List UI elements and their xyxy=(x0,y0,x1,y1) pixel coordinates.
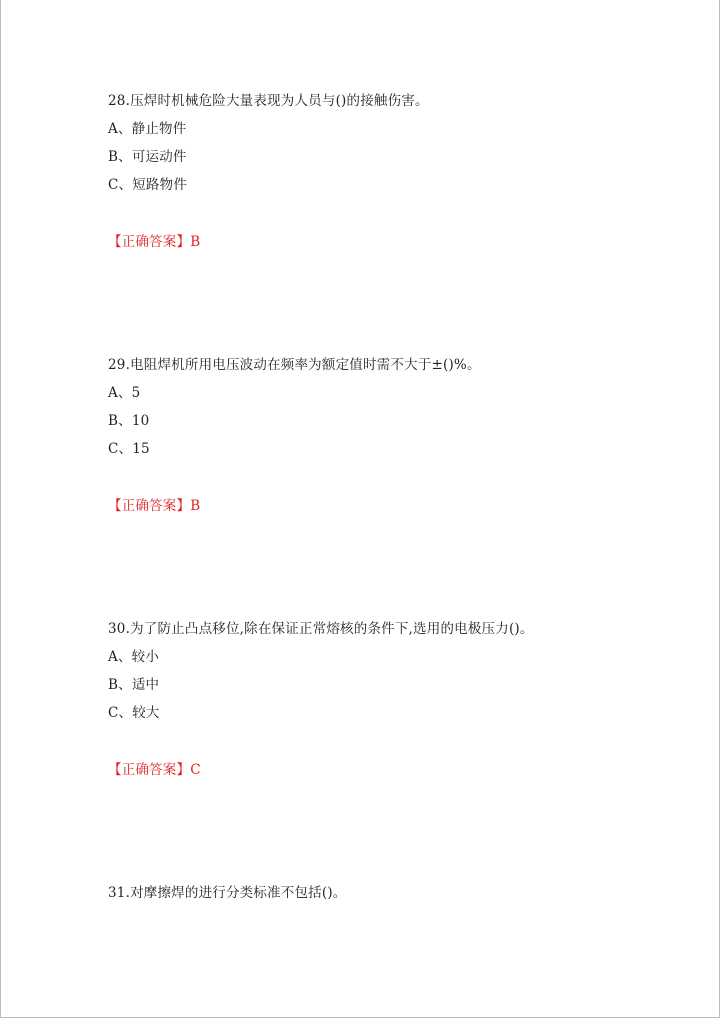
answer-value: B xyxy=(190,498,201,514)
question-29-option-c: C、15 xyxy=(108,441,150,457)
question-28-option-c: C、短路物件 xyxy=(108,177,188,193)
question-29-option-a: A、5 xyxy=(108,385,141,401)
question-28-option-a: A、静止物件 xyxy=(108,121,187,137)
question-31-text: 31.对摩擦焊的进行分类标准不包括()。 xyxy=(108,885,347,901)
answer-label: 【正确答案】 xyxy=(108,234,191,250)
answer-label: 【正确答案】 xyxy=(108,498,191,514)
question-29-answer xyxy=(108,497,200,515)
answer-value: B xyxy=(190,234,201,250)
question-30-answer xyxy=(108,761,201,779)
question-28-text: 28.压焊时机械危险大量表现为人员与()的接触伤害。 xyxy=(108,93,429,109)
question-29-text: 29.电阻焊机所用电压波动在频率为额定值时需不大于±()%。 xyxy=(108,357,481,373)
answer-label: 【正确答案】 xyxy=(108,762,191,778)
question-28-option-b: B、可运动件 xyxy=(108,149,187,165)
question-28-answer xyxy=(108,233,200,251)
question-30-option-b: B、适中 xyxy=(108,677,160,693)
question-30-option-c: C、较大 xyxy=(108,705,160,721)
answer-value: C xyxy=(190,762,201,778)
question-30-text: 30.为了防止凸点移位,除在保证正常熔核的条件下,选用的电极压力()。 xyxy=(108,621,534,637)
question-30-option-a: A、较小 xyxy=(108,649,160,665)
question-29-option-b: B、10 xyxy=(108,413,150,429)
